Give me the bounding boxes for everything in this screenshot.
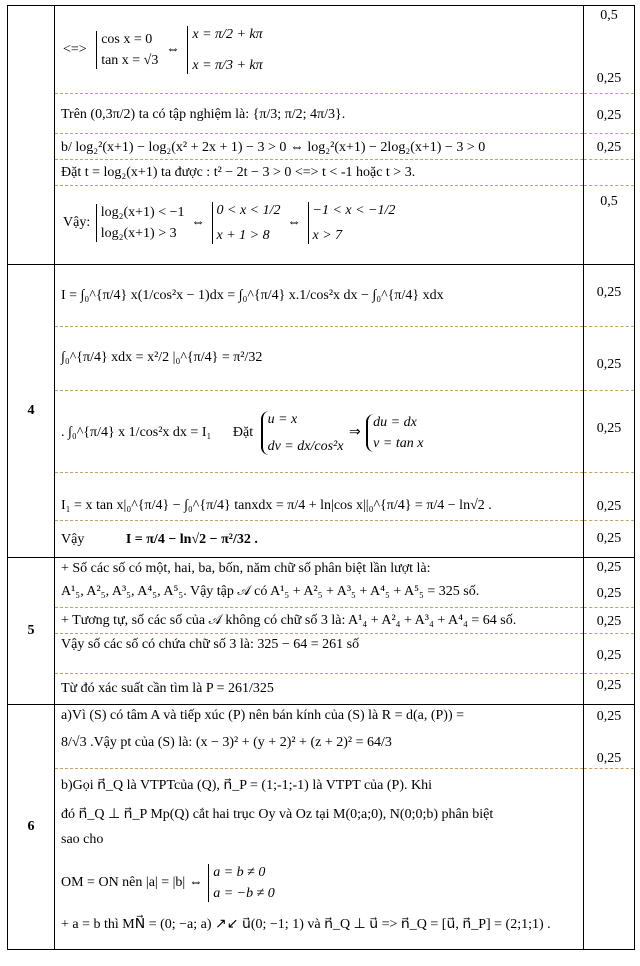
q6-step-b	[55, 769, 583, 949]
solution-b: x = π/3 + kπ	[192, 58, 263, 73]
case-a: a = b ≠ 0	[213, 865, 266, 880]
case-b: a = −b ≠ 0	[213, 886, 275, 901]
q6-normal-vectors: b)Gọi n⃗_Q là VTPTcủa (Q), n⃗_P = (1;-1;-1) là VTPT của (P). Khi	[61, 778, 432, 793]
q5-count-total: A¹₅, A²₅, A³₅, A⁴₅, A⁵₅. Vậy tập 𝒜 có A¹₅ + A²₅ + A³₅ + A⁴₅ + A⁵₅ = 325 số.	[61, 584, 480, 599]
score-value: 0,25	[596, 560, 622, 575]
score-value: 0,25	[596, 648, 622, 663]
q6-step-a	[55, 705, 583, 769]
score-value: 0,25	[596, 709, 622, 724]
question-3-content	[55, 6, 584, 265]
question-5-scores	[584, 558, 635, 705]
question-5-number-cell	[8, 558, 55, 705]
range-a: 0 < x < 1/2	[216, 203, 281, 218]
conclusion-label: Vậy:	[63, 215, 91, 231]
question-6-content	[55, 705, 584, 950]
q6-condition: sao cho	[61, 832, 104, 847]
system-eq-a: cos x = 0	[101, 32, 153, 47]
q5-step-1	[55, 558, 583, 608]
question-6-row	[8, 705, 635, 950]
question-number: 5	[27, 623, 35, 638]
final-result: I = π/4 − ln√2 − π²/32 .	[125, 532, 258, 547]
question-number: 6	[27, 819, 35, 834]
q4-step-1: I = ∫₀^{π/4} x(1/cos²x − 1)dx = ∫₀^{π/4} x.1/cos²x dx − ∫₀^{π/4} xdx	[55, 265, 583, 327]
q6-om-on	[61, 864, 577, 902]
range-c: −1 < x < −1/2	[312, 203, 396, 218]
conclusion-label: Vậy	[61, 532, 85, 547]
implies-symbol: ⇒	[348, 425, 361, 441]
log-ineq-a: log₂(x+1) < −1	[100, 205, 185, 220]
sub-du: du = dx	[373, 415, 417, 430]
question-6-number-cell	[8, 705, 55, 950]
range-b: x + 1 > 8	[216, 228, 270, 243]
sub-v: v = tan x	[373, 436, 424, 451]
score-value: 0,5	[600, 194, 618, 209]
range-d: x > 7	[312, 228, 343, 243]
integral-i1: . ∫₀^{π/4} x 1/cos²x dx = I₁	[61, 425, 212, 441]
score-value: 0,25	[596, 531, 622, 546]
score-value: 0,25	[596, 499, 622, 514]
q5-step-2: + Tương tự, số các số của 𝒜 không có chữ số 3 là: A¹₄ + A²₄ + A³₄ + A⁴₄ = 64 số.	[55, 608, 583, 634]
sub-dv: dv = dx/cos²x	[267, 439, 344, 454]
question-3-row	[8, 6, 635, 265]
q3-step-4: Đặt t = log₂(x+1) ta được : t² − 2t − 3 > 0 <=> t < -1 hoặc t > 3.	[55, 160, 583, 186]
score-value: 0,25	[596, 140, 622, 155]
score-value: 0,25	[596, 421, 622, 436]
question-3-scores	[584, 6, 635, 265]
q3-step-5	[55, 186, 583, 264]
question-4-row	[8, 265, 635, 558]
question-4-scores	[584, 265, 635, 558]
score-value: 0,25	[596, 586, 622, 601]
question-5-row	[8, 558, 635, 705]
q4-step-5	[55, 521, 583, 557]
score-value: 0,25	[596, 751, 622, 766]
substitution-label: Đặt	[232, 425, 254, 441]
q6-case-result: + a = b thì MN⃗ = (0; −a; a) ↗↙ u⃗(0; −1; 1) và n⃗_Q ⊥ u⃗ => n⃗_Q = [u⃗, n⃗_P] = (2;1;1) .	[61, 917, 551, 932]
question-4-number-cell	[8, 265, 55, 558]
system-eq-b: tan x = √3	[101, 53, 159, 68]
score-value: 0,5	[600, 8, 618, 23]
score-value: 0,25	[596, 71, 622, 86]
sub-u: u = x	[267, 412, 298, 427]
q4-step-4: I₁ = x tan x|₀^{π/4} − ∫₀^{π/4} tanxdx = π/4 + ln|cos x||₀^{π/4} = π/4 − ln√2 .	[55, 473, 583, 521]
q6-sphere-equation: 8/√3 .Vậy pt của (S) là: (x − 3)² + (y + 2)² + (z + 2)² = 64/3	[61, 735, 392, 750]
solution-a: x = π/2 + kπ	[192, 27, 263, 42]
question-number: 4	[27, 403, 35, 418]
iff-symbol: ⇔	[165, 42, 180, 58]
equivalence-symbol: <=>	[63, 42, 87, 58]
score-value: 0,25	[596, 357, 622, 372]
iff-symbol: ⇔	[287, 215, 301, 231]
q5-step-3: Vậy số các số có chứa chữ số 3 là: 325 − 64 = 261 số	[55, 634, 583, 674]
q6-equal-length: OM = ON nên |a| = |b| ⇔	[61, 875, 203, 891]
score-value: 0,25	[596, 285, 622, 300]
question-5-content	[55, 558, 584, 705]
score-value: 0,25	[596, 678, 622, 693]
q6-radius: a)Vì (S) có tâm A và tiếp xúc (P) nên bán kính của (S) là R = d(a, (P)) =	[61, 708, 465, 723]
score-value: 0,25	[596, 614, 622, 629]
question-3-number-cell	[8, 6, 55, 265]
question-4-content	[55, 265, 584, 558]
iff-symbol: ⇔	[191, 215, 205, 231]
q3-step-1	[55, 6, 583, 94]
question-6-scores	[584, 705, 635, 950]
q3-step-3: b/ log₂²(x+1) − log₂(x² + 2x + 1) − 3 > 0 ⇔ log₂²(x+1) − 2log₂(x+1) − 3 > 0	[55, 134, 583, 160]
q6-plane-intersections: đó n⃗_Q ⊥ n⃗_P Mp(Q) cắt hai trục Oy và Oz tại M(0;a;0), N(0;0;b) phân biệt	[61, 807, 494, 822]
grading-table	[7, 5, 635, 950]
q3-step-2: Trên (0,3π/2) ta có tập nghiệm là: {π/3; π/2; 4π/3}.	[55, 94, 583, 134]
score-value: 0,25	[596, 108, 622, 123]
q4-step-3	[55, 391, 583, 473]
q5-step-4: Từ đó xác suất cần tìm là P = 261/325	[61, 681, 274, 696]
q4-step-2: ∫₀^{π/4} xdx = x²/2 |₀^{π/4} = π²/32	[55, 327, 583, 391]
log-ineq-b: log₂(x+1) > 3	[100, 226, 177, 241]
q5-intro: + Số các số có một, hai, ba, bốn, năm chữ số phân biệt lần lượt là:	[61, 561, 431, 576]
